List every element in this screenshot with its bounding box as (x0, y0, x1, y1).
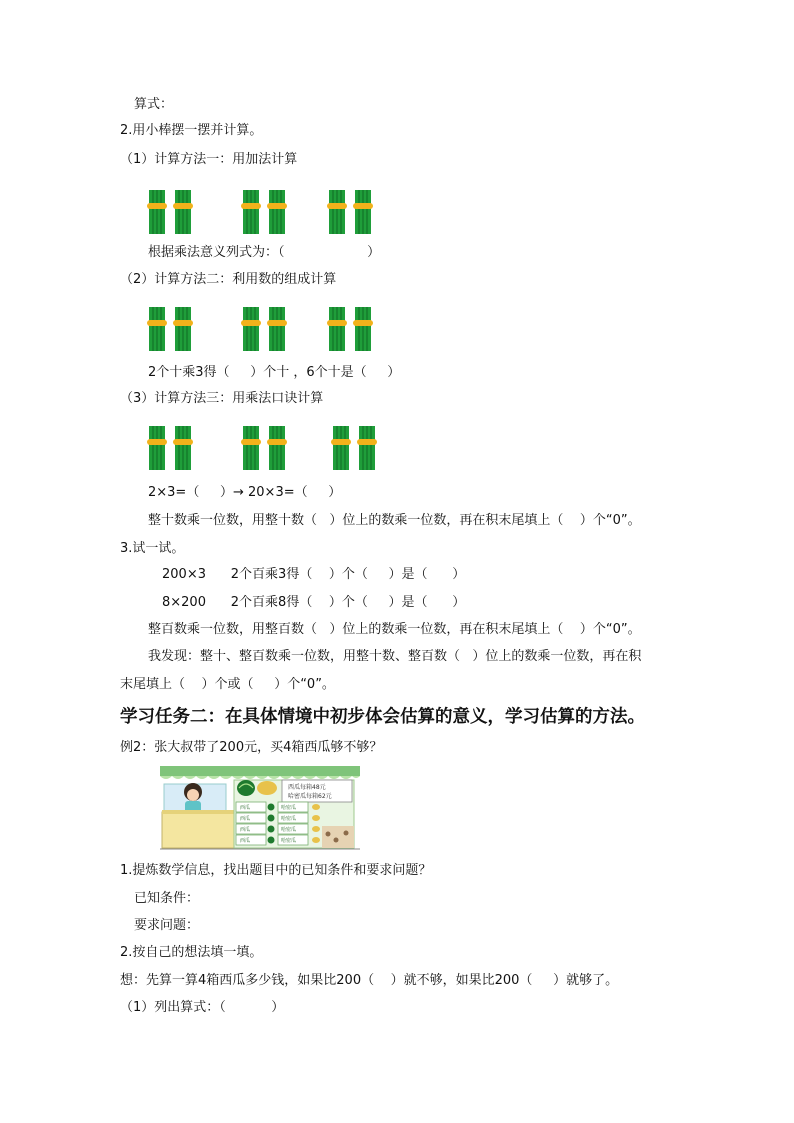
crate-label: 哈密瓜 (281, 805, 297, 811)
task-step-2: 2.按自己的想法填一填。 (120, 945, 263, 960)
exercise-200x3: 200×3 2个百乘3得（ ）个（ ）是（ ） (162, 567, 466, 582)
task-two-heading: 学习任务二：在具体情境中初步体会估算的意义，学习估算的方法。 (120, 707, 645, 727)
stick-bundles-row-2 (145, 303, 385, 355)
stick-bundles-row-3 (145, 422, 385, 474)
crate-label: 西瓜 (240, 816, 251, 822)
method-two-title: （2）计算方法二：利用数的组成计算 (120, 272, 337, 287)
watermelon-stall-illustration (160, 764, 360, 850)
crate-label: 哈密瓜 (281, 827, 297, 833)
stick-bundle-icon (239, 303, 299, 355)
formula-prompt: （1）列出算式：（ ） (120, 1000, 285, 1015)
section-title-sticks: 2.用小棒摆一摆并计算。 (120, 123, 263, 138)
crate-label: 西瓜 (240, 838, 251, 844)
times-table-prompt: 2×3=（ ）→ 20×3=（ ） (148, 485, 342, 500)
stick-bundles-row-1 (145, 186, 385, 238)
formula-label: 算式： (134, 97, 174, 112)
tens-composition-prompt: 2个十乘3得（ ）个十 ，6个十是（ ） (148, 365, 401, 380)
exercise-8x200: 8×200 2个百乘8得（ ）个（ ）是（ ） (162, 595, 466, 610)
crate-label: 哈密瓜 (281, 816, 297, 822)
crate-label: 西瓜 (240, 805, 251, 811)
stick-bundle-icon (325, 303, 385, 355)
multiplication-meaning-prompt: 根据乘法意义列式为：（ ） (148, 245, 381, 260)
crate-label: 西瓜 (240, 827, 251, 833)
stick-bundle-icon (329, 422, 389, 474)
crate-label: 哈密瓜 (281, 838, 297, 844)
stick-bundle-icon (325, 186, 385, 238)
known-conditions-label: 已知条件： (134, 891, 200, 906)
rule-tens: 整十数乘一位数，用整十数（ ）位上的数乘一位数，再在积末尾填上（ ）个“0”。 (148, 513, 641, 528)
example-2-question: 例2：张大叔带了200元，买4箱西瓜够不够？ (120, 740, 383, 755)
price-sign-line-2: 哈密瓜每箱62元 (288, 793, 332, 800)
stick-bundle-icon (239, 186, 299, 238)
task-step-1: 1.提炼数学信息，找出题目中的已知条件和要求问题？ (120, 863, 432, 878)
stick-bundle-icon (145, 422, 205, 474)
question-label: 要求问题： (134, 918, 200, 933)
think-prompt: 想：先算一算4箱西瓜多少钱，如果比200（ ）就不够，如果比200（ ）就够了。 (120, 973, 619, 988)
stick-bundle-icon (145, 303, 205, 355)
method-one-title: （1）计算方法一：用加法计算 (120, 152, 298, 167)
try-it-title: 3.试一试。 (120, 541, 185, 556)
price-sign-line-1: 西瓜每箱48元 (288, 784, 326, 791)
rule-hundreds: 整百数乘一位数，用整百数（ ）位上的数乘一位数，再在积末尾填上（ ）个“0”。 (148, 622, 641, 637)
stick-bundle-icon (239, 422, 299, 474)
method-three-title: （3）计算方法三：用乘法口诀计算 (120, 391, 324, 406)
stick-bundle-icon (145, 186, 205, 238)
discovery-line-1: 我发现：整十、整百数乘一位数，用整十数、整百数（ ）位上的数乘一位数，再在积 (148, 649, 642, 664)
discovery-line-2: 末尾填上（ ）个或（ ）个“0”。 (120, 677, 335, 692)
